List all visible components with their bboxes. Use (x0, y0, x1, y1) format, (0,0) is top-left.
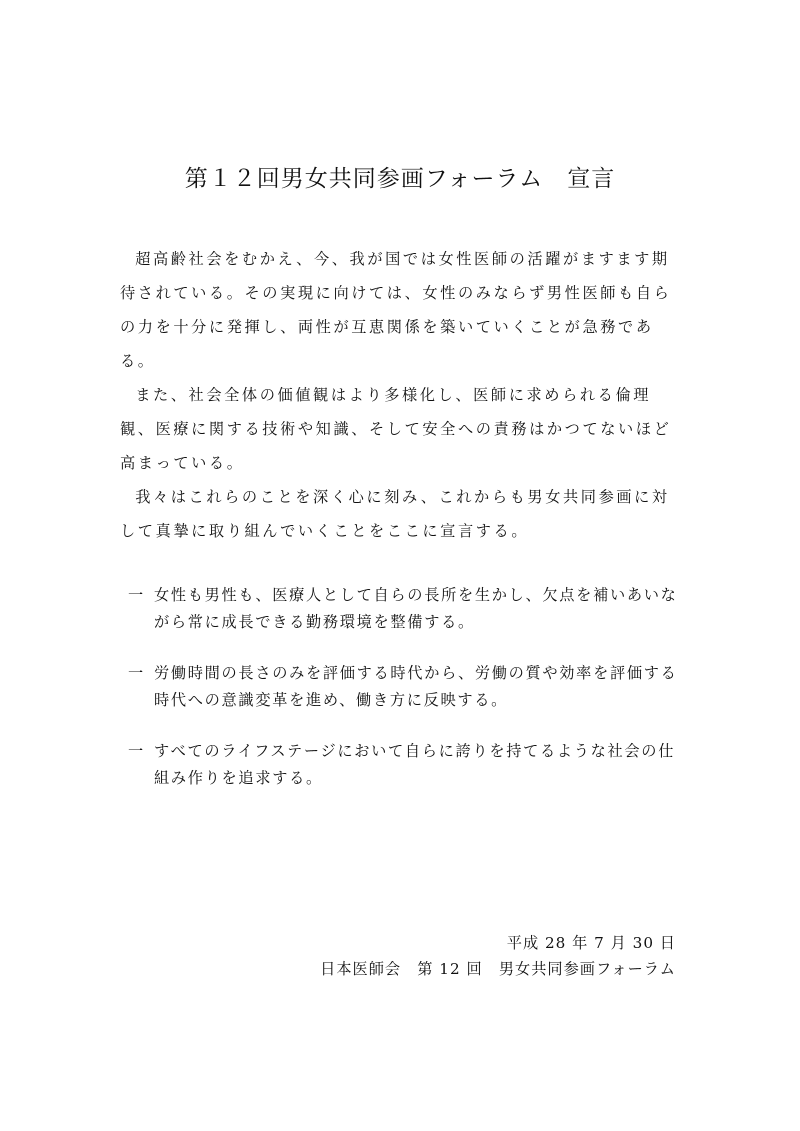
resolution-marker: 一 (128, 664, 145, 682)
signatory: 日本医師会 第 12 回 男女共同参画フォーラム (320, 960, 676, 978)
resolution-text: 女性も男性も、医療人として自らの長所を生かし、欠点を補いあいながら常に成長できる勤務環境を整備する。 (154, 586, 678, 631)
resolution-text: 労働時間の長さのみを評価する時代から、労働の質や効率を評価する時代への意識変革を進め、働き方に反映する。 (154, 664, 678, 709)
preamble (120, 242, 680, 548)
preamble-paragraph: また、社会全体の価値観はより多様化し、医師に求められる倫理観、医療に関する技術や知識、そして安全への責務はかつてないほど高まっている。 (120, 386, 672, 472)
resolution-text: すべてのライフステージにおいて自らに誇りを持てるような社会の仕組み作りを追求する。 (154, 742, 676, 787)
declaration-date: 平成 28 年 7 月 30 日 (506, 934, 676, 952)
signature-block (320, 930, 676, 982)
resolution-marker: 一 (128, 586, 145, 604)
preamble-paragraph: 超高齢社会をむかえ、今、我が国では女性医師の活躍がますます期待されている。その実現に向けては、女性のみならず男性医師も自らの力を十分に発揮し、両性が互恵関係を築いていくことが急務である。 (120, 250, 672, 370)
resolution-item (128, 660, 680, 714)
resolution-item (128, 582, 680, 636)
document-title: 第１２回男女共同参画フォーラム 宣言 (184, 166, 616, 192)
resolution-marker: 一 (128, 742, 145, 760)
preamble-paragraph: 我々はこれらのことを深く心に刻み、これからも男女共同参画に対して真摯に取り組んでいくことをここに宣言する。 (120, 488, 670, 540)
resolution-list (128, 582, 680, 816)
resolution-item (128, 738, 680, 792)
